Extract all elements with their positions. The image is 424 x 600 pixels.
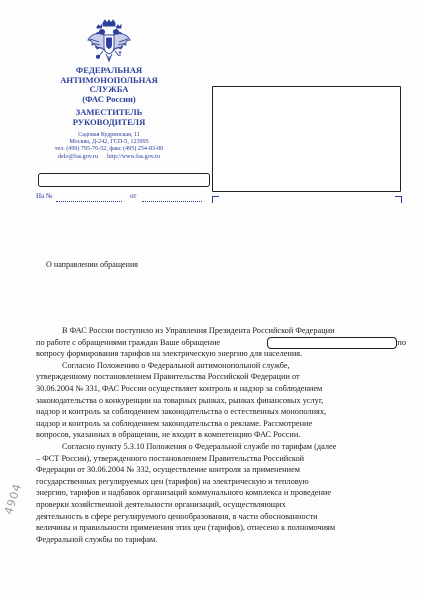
organization-name: ФЕДЕРАЛЬНАЯ АНТИМОНОПОЛЬНАЯ СЛУЖБА (ФАС России) xyxy=(60,65,158,104)
recipient-address-redacted xyxy=(212,86,401,192)
paragraph-2: Согласно Положению о Федеральной антимонопольной службе, утвержденному постановлением Правительства Российской Федерации от 30.06.2004 № 331, ФАС России осуществляет контроль и надзор за соблюдением законодательства о конкуренции на товарных рынках, рынках финансовых услуг, надзор и контроль за соблюдением законодательства о естественных монополиях, надзор и контроль за соблюдением законодательства о рекламе. Рассмотрение вопросов, указанных в обращении, не входит в компетенцию ФАС России. xyxy=(36,360,327,440)
letter-body xyxy=(36,325,406,545)
paragraph-1-line-3: вопросу формирования тарифов на электрическую энергию для населения. xyxy=(36,349,303,359)
address-corner-mark xyxy=(212,196,219,203)
reference-date-blank xyxy=(142,201,202,202)
paragraph-1-line-2 xyxy=(36,337,406,349)
phone-fax-line: тел. (499) 795-76-52, факс (495) 254-83-00 xyxy=(54,146,164,153)
address-line-1: Садовая Кудринская, 11 xyxy=(78,131,140,138)
letterhead xyxy=(40,18,178,161)
reference-number-label: На № xyxy=(36,192,53,200)
appeal-number-redacted xyxy=(267,337,397,349)
reference-line xyxy=(36,192,206,204)
handwritten-registration-stamp: 4904 xyxy=(2,481,25,517)
sender-position: ЗАМЕСТИТЕЛЬ РУКОВОДИТЕЛЯ xyxy=(72,107,146,127)
paragraph-3: Согласно пункту 5.3.10 Положения о Федеральной службе по тарифам (далее – ФСТ России), утвержденного постановлением Правительства Российской Федерации от 30.06.2004 № 332, осуществление контроля за применением государственных регулируемых цен (тарифов) на электрическую и тепловую энергию, тарифов и надбавок организаций коммунального комплекса и проведение проверки хозяйственной деятельности организаций, осуществляющих деятельность в сфере регулируемого ценообразования, в части обоснованности величины и правильности применения этих цен (тарифов), отнесено к полномочиям Федеральной службы по тарифам. xyxy=(36,441,337,544)
outgoing-number-redacted xyxy=(38,173,210,187)
address-corner-mark xyxy=(395,196,402,203)
email-web-line: delo@fas.gov.ru http://www.fas.gov.ru xyxy=(57,153,161,160)
russian-coat-of-arms-icon xyxy=(87,18,131,64)
reference-number-blank xyxy=(56,201,122,202)
letter-subject: О направлении обращения xyxy=(46,260,139,269)
paragraph-1-text-tail: по xyxy=(397,337,406,347)
address-line-2: Москва, Д-242, ГСП-5, 123995 xyxy=(69,138,149,145)
reference-date-label: от xyxy=(130,192,137,200)
paragraph-1-text: по работе с обращениями граждан Ваше обращение xyxy=(36,337,221,347)
paragraph-1-line-1: В ФАС России поступило из Управления Президента Российской Федерации xyxy=(62,326,335,335)
